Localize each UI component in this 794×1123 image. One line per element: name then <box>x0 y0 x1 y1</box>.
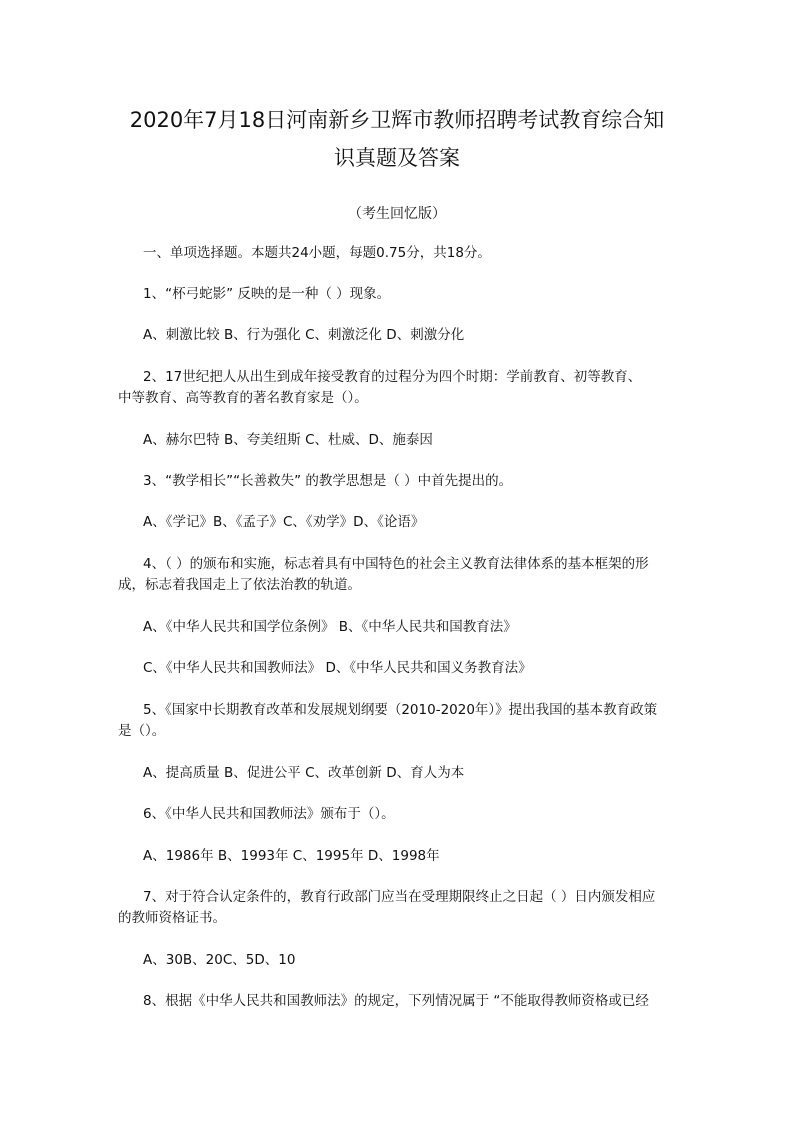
question-4: 4、（ ）的颁布和实施，标志着具有中国特色的社会主义教育法律体系的基本框架的形 <box>143 556 649 572</box>
question-7-cont: 的教师资格证书。 <box>118 910 226 926</box>
question-4-cont: 成，标志着我国走上了依法治教的轨道。 <box>118 577 361 593</box>
question-4-options-ab: A、《中华人民共和国学位条例》 B、《中华人民共和国教育法》 <box>143 619 517 635</box>
document-title-line-1: 2020年7月18日河南新乡卫辉市教师招聘考试教育综合知 <box>129 108 665 132</box>
question-1: 1、“杯弓蛇影” 反映的是一种（ ）现象。 <box>143 286 391 302</box>
question-2: 2、17世纪把人从出生到成年接受教育的过程分为四个时期：学前教育、初等教育、 <box>143 369 642 385</box>
question-2-cont: 中等教育、高等教育的著名教育家是（）。 <box>118 390 368 406</box>
question-3-options: A、《学记》B、《孟子》C、《劝学》D、《论语》 <box>143 514 425 530</box>
question-1-options: A、刺激比较 B、行为强化 C、刺激泛化 D、刺激分化 <box>143 327 465 343</box>
question-6: 6、《中华人民共和国教师法》颁布于（）。 <box>143 806 395 822</box>
question-5-options: A、提高质量 B、促进公平 C、改革创新 D、育人为本 <box>143 765 465 781</box>
question-6-options: A、1986年 B、1993年 C、1995年 D、1998年 <box>143 848 440 864</box>
question-3: 3、“教学相长”“长善救失” 的教学思想是（ ）中首先提出的。 <box>143 473 513 489</box>
section-heading: 一、单项选择题。本题共24小题，每题0.75分，共18分。 <box>143 245 491 261</box>
question-4-options-cd: C、《中华人民共和国教师法》 D、《中华人民共和国义务教育法》 <box>143 660 532 676</box>
document-title-line-2: 识真题及答案 <box>334 146 460 170</box>
question-7-options: A、30B、20C、5D、10 <box>143 952 296 968</box>
question-5-cont: 是（）。 <box>118 723 166 739</box>
question-2-options: A、赫尔巴特 B、夸美纽斯 C、杜威、D、施泰因 <box>143 432 433 448</box>
document-subtitle: （考生回忆版） <box>348 206 446 222</box>
question-8: 8、根据《中华人民共和国教师法》的规定，下列情况属于 “不能取得教师资格或已经 <box>143 993 649 1009</box>
question-5: 5、《国家中长期教育改革和发展规划纲要（2010-2020年）》提出我国的基本教育政策 <box>143 702 658 718</box>
question-7: 7、对于符合认定条件的，教育行政部门应当在受理期限终止之日起（ ）日内颁发相应 <box>143 889 656 905</box>
